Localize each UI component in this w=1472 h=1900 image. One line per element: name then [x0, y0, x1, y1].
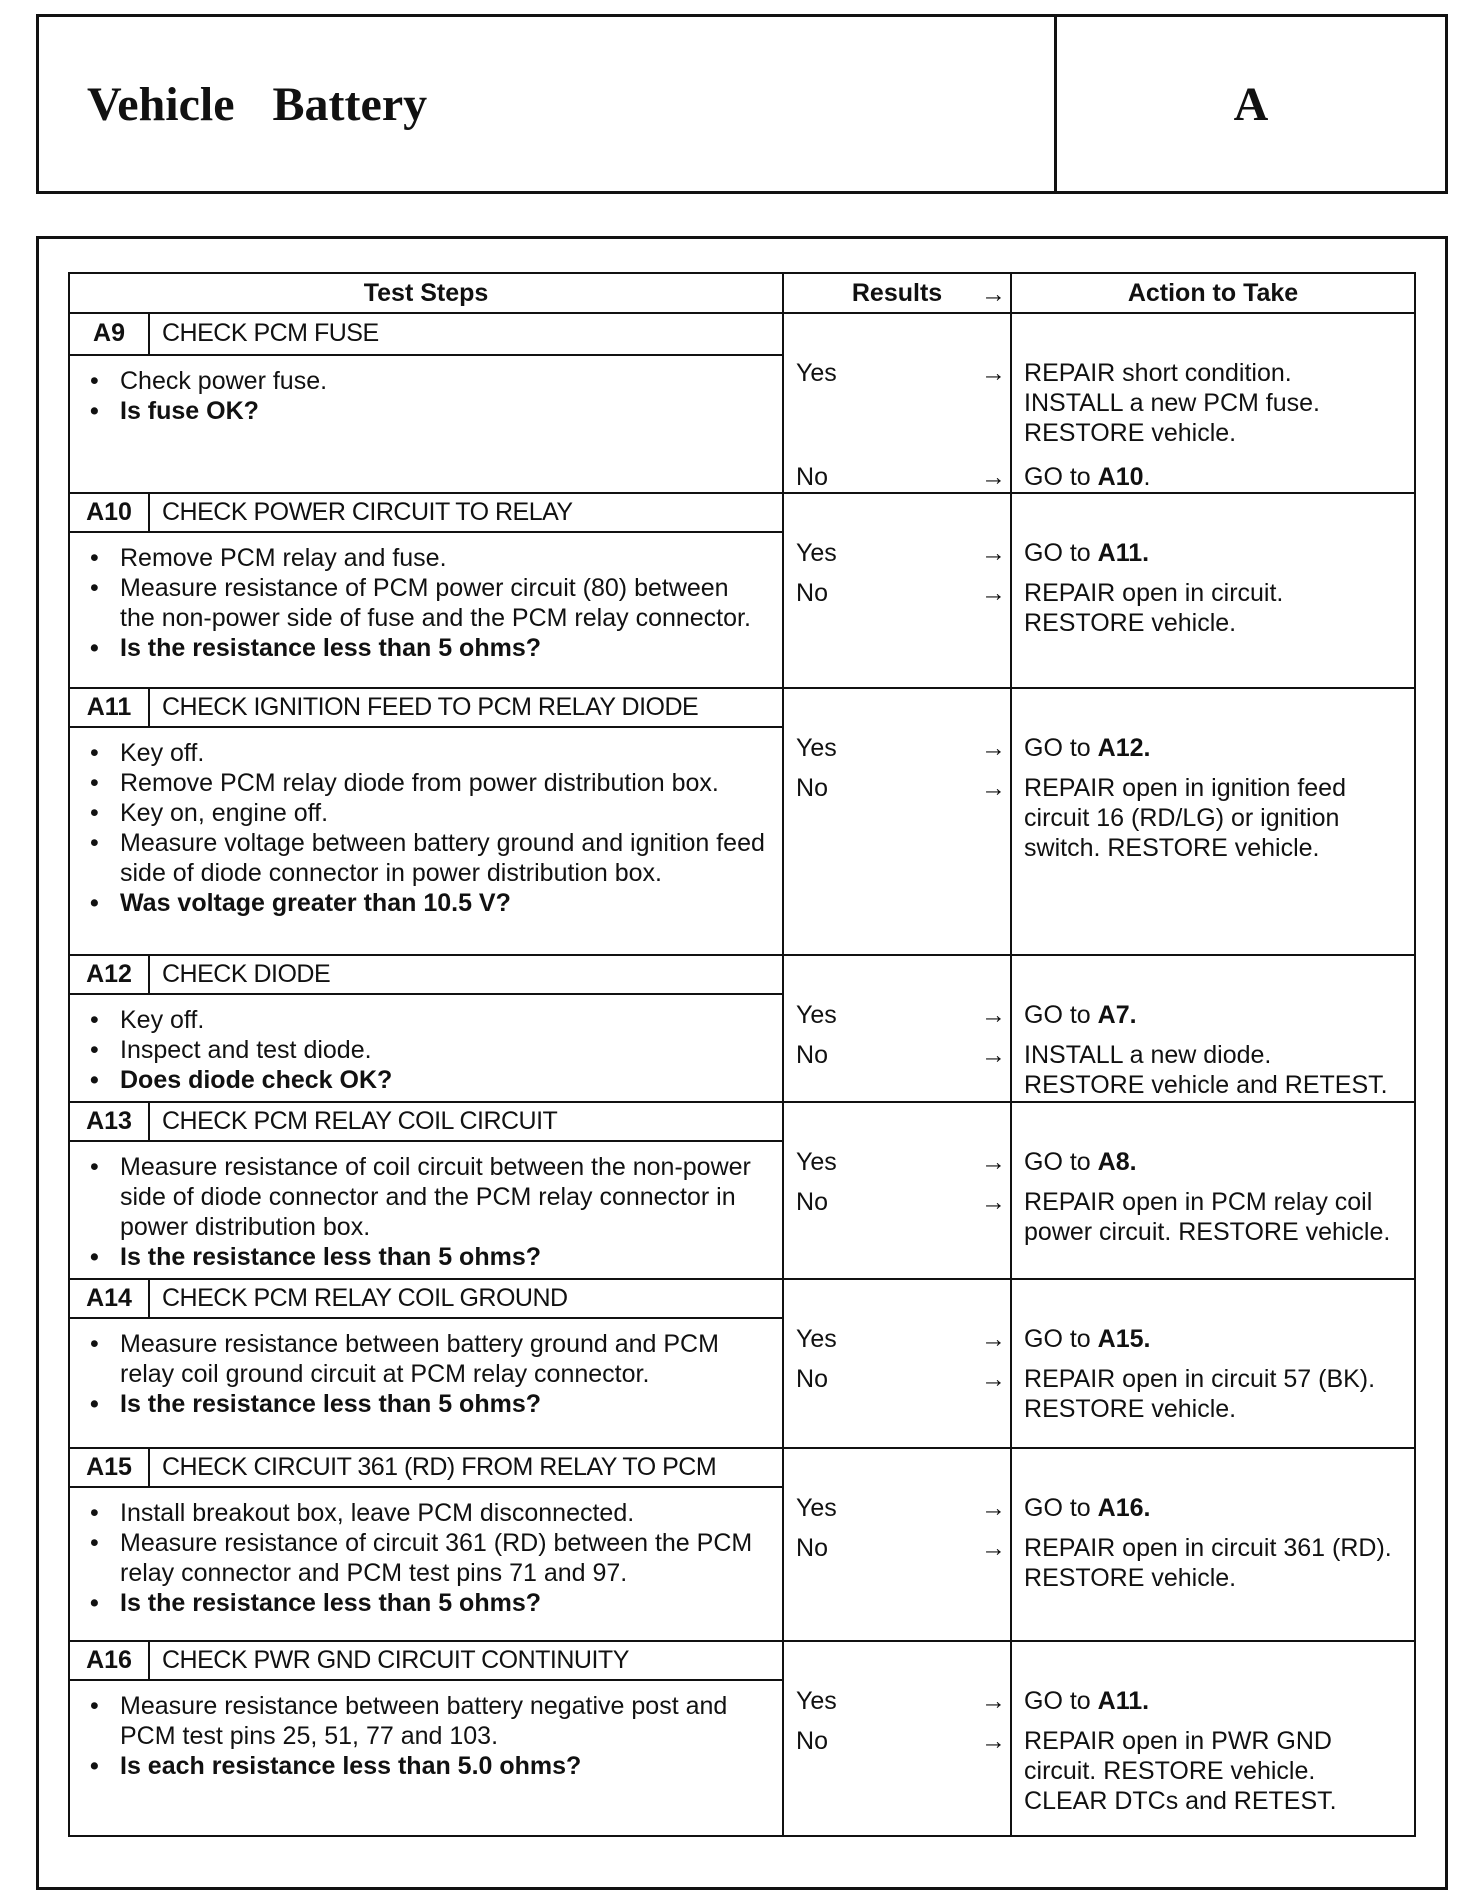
step-id: A15	[69, 1448, 149, 1487]
result-no	[784, 1040, 1010, 1070]
result-yes-label: Yes	[796, 1687, 837, 1715]
table-header-row	[69, 273, 1415, 313]
result-yes	[784, 358, 1010, 388]
step-title: CHECK DIODE	[149, 955, 783, 994]
result-no-label: No	[796, 1365, 828, 1393]
step-instructions	[69, 355, 783, 493]
step-instructions	[69, 1318, 783, 1448]
step-id: A16	[69, 1641, 149, 1680]
result-yes-label: Yes	[796, 1325, 837, 1353]
col-header-test-steps: Test Steps	[69, 273, 783, 313]
step-question: • Is each resistance less than 5.0 ohms?	[90, 1751, 770, 1781]
step-title: CHECK CIRCUIT 361 (RD) FROM RELAY TO PCM	[149, 1448, 783, 1487]
step-instructions	[69, 1487, 783, 1641]
step-title-row	[69, 1448, 1415, 1487]
arrow-icon: →	[981, 734, 1007, 762]
result-no-label: No	[796, 463, 828, 491]
action-cell	[1011, 313, 1415, 493]
action-yes-prefix: GO to	[1024, 1494, 1091, 1522]
step-instructions	[69, 727, 783, 955]
step-instruction: • Remove PCM relay diode from power distribution box.	[90, 768, 770, 798]
action-yes-target: A8.	[1097, 1148, 1137, 1176]
action-yes-prefix: GO to	[1024, 1687, 1091, 1715]
step-question: • Is the resistance less than 5 ohms?	[90, 1389, 770, 1419]
bullet-list	[70, 1329, 770, 1419]
results-cell	[783, 688, 1011, 955]
result-yes	[784, 1686, 1010, 1716]
result-no	[784, 1726, 1010, 1756]
bullet-list	[70, 1691, 770, 1781]
action-no-line: RESTORE vehicle and RETEST.	[1024, 1071, 1388, 1099]
results-cell	[783, 1641, 1011, 1836]
step-instruction: • Measure resistance of circuit 361 (RD) between the PCM relay connector and PCM test pins 71 and 97.	[90, 1528, 770, 1588]
results-cell	[783, 955, 1011, 1102]
action-cell	[1011, 688, 1415, 955]
result-yes	[784, 1147, 1010, 1177]
action-yes	[1024, 538, 1406, 568]
result-no	[784, 462, 1010, 492]
action-yes-target: A16.	[1097, 1494, 1151, 1522]
bullet-list	[70, 738, 770, 918]
results-cell	[783, 1279, 1011, 1448]
arrow-icon: →	[981, 1727, 1007, 1755]
arrow-icon: →	[981, 774, 1007, 802]
step-title: CHECK POWER CIRCUIT TO RELAY	[149, 493, 783, 532]
result-yes	[784, 1000, 1010, 1030]
action-no-line: REPAIR open in circuit 361 (RD). RESTORE vehicle.	[1024, 1534, 1392, 1592]
results-cell	[783, 1102, 1011, 1279]
bullet-list	[70, 366, 770, 426]
step-instruction: • Measure resistance between battery ground and PCM relay coil ground circuit at PCM relay connector.	[90, 1329, 770, 1389]
action-yes-prefix: GO to	[1024, 734, 1091, 762]
arrow-icon: →	[981, 579, 1007, 607]
action-yes-target: A11.	[1097, 1687, 1150, 1715]
action-cell	[1011, 1448, 1415, 1641]
step-title: CHECK PCM RELAY COIL CIRCUIT	[149, 1102, 783, 1141]
arrow-icon: →	[981, 463, 1007, 491]
result-no	[784, 1364, 1010, 1394]
action-yes-target: A11.	[1097, 539, 1150, 567]
action-no	[1024, 462, 1406, 492]
step-id: A9	[69, 313, 149, 355]
action-no-target: A10	[1097, 463, 1144, 491]
step-instruction: • Remove PCM relay and fuse.	[90, 543, 770, 573]
arrow-icon: →	[981, 1188, 1007, 1216]
action-yes-prefix: GO to	[1024, 1148, 1091, 1176]
step-instruction: • Inspect and test diode.	[90, 1035, 770, 1065]
step-question: • Does diode check OK?	[90, 1065, 770, 1095]
page-title: Vehicle Battery	[87, 78, 428, 131]
action-no-line: INSTALL a new diode.	[1024, 1041, 1272, 1069]
step-id: A11	[69, 688, 149, 727]
results-cell	[783, 313, 1011, 493]
step-instruction: • Measure voltage between battery ground and ignition feed side of diode connector in power distribution box.	[90, 828, 770, 888]
action-yes-line: RESTORE vehicle.	[1024, 419, 1237, 447]
step-instruction: • Install breakout box, leave PCM disconnected.	[90, 1498, 770, 1528]
section-letter: A	[1233, 78, 1269, 131]
bullet-list	[70, 1152, 770, 1272]
step-title-row	[69, 955, 1415, 994]
result-no-label: No	[796, 774, 828, 802]
action-yes-target: A15.	[1097, 1325, 1151, 1353]
action-yes	[1024, 1686, 1406, 1716]
arrow-icon: →	[981, 1365, 1007, 1393]
results-cell	[783, 493, 1011, 688]
action-yes-line: INSTALL a new PCM fuse.	[1024, 389, 1320, 417]
step-instruction: • Measure resistance between battery negative post and PCM test pins 25, 51, 77 and 103.	[90, 1691, 770, 1751]
step-title: CHECK IGNITION FEED TO PCM RELAY DIODE	[149, 688, 783, 727]
step-instructions	[69, 532, 783, 688]
action-no-prefix: GO to	[1024, 463, 1091, 491]
bullet-list	[70, 543, 770, 663]
result-no	[784, 1533, 1010, 1563]
action-yes	[1024, 733, 1406, 763]
action-yes-prefix: GO to	[1024, 1001, 1091, 1029]
arrow-icon: →	[981, 1148, 1007, 1176]
result-yes	[784, 1324, 1010, 1354]
results-cell	[783, 1448, 1011, 1641]
action-cell	[1011, 1641, 1415, 1836]
arrow-icon: →	[981, 1001, 1007, 1029]
step-id: A10	[69, 493, 149, 532]
action-cell	[1011, 1102, 1415, 1279]
action-cell	[1011, 1279, 1415, 1448]
result-no-label: No	[796, 579, 828, 607]
step-id: A13	[69, 1102, 149, 1141]
result-no	[784, 578, 1010, 608]
step-instructions	[69, 994, 783, 1102]
step-instruction: • Measure resistance of PCM power circuit (80) between the non-power side of fuse and the PCM relay connector.	[90, 573, 770, 633]
action-yes-prefix: GO to	[1024, 1325, 1091, 1353]
header-box	[36, 14, 1448, 194]
arrow-icon: →	[981, 1325, 1007, 1353]
result-yes	[784, 1493, 1010, 1523]
result-no-label: No	[796, 1534, 828, 1562]
result-yes-label: Yes	[796, 1148, 837, 1176]
step-question: • Is the resistance less than 5 ohms?	[90, 633, 770, 663]
result-no-label: No	[796, 1727, 828, 1755]
result-no-label: No	[796, 1188, 828, 1216]
step-title-row	[69, 1102, 1415, 1141]
step-title-row	[69, 1279, 1415, 1318]
action-no-line: REPAIR open in circuit 57 (BK).	[1024, 1365, 1376, 1393]
arrow-icon: →	[981, 539, 1007, 567]
step-instruction: • Key on, engine off.	[90, 798, 770, 828]
action-no-line: RESTORE vehicle.	[1024, 609, 1237, 637]
action-yes	[1024, 1493, 1406, 1523]
action-no-line: RESTORE vehicle.	[1024, 1395, 1237, 1423]
step-question: • Is fuse OK?	[90, 396, 770, 426]
action-no-line: REPAIR open in PCM relay coil power circuit. RESTORE vehicle.	[1024, 1188, 1391, 1246]
step-instructions	[69, 1680, 783, 1836]
step-question: • Was voltage greater than 10.5 V?	[90, 888, 770, 918]
arrow-icon: →	[981, 1534, 1007, 1562]
bullet-list	[70, 1005, 770, 1095]
action-yes-target: A12.	[1097, 734, 1151, 762]
step-title-row	[69, 688, 1415, 727]
result-no	[784, 1187, 1010, 1217]
result-yes-label: Yes	[796, 1494, 837, 1522]
col-header-action: Action to Take	[1011, 273, 1415, 313]
bullet-list	[70, 1498, 770, 1618]
step-question: • Is the resistance less than 5 ohms?	[90, 1588, 770, 1618]
step-instruction: • Key off.	[90, 738, 770, 768]
step-instruction: • Measure resistance of coil circuit between the non-power side of diode connector and the PCM relay connector in power distribution box.	[90, 1152, 770, 1242]
step-instruction: • Check power fuse.	[90, 366, 770, 396]
result-yes-label: Yes	[796, 359, 837, 387]
action-cell	[1011, 955, 1415, 1102]
action-no-suffix: .	[1143, 463, 1151, 491]
col-header-results	[783, 273, 1011, 313]
arrow-icon: →	[981, 1687, 1007, 1715]
action-no-line: REPAIR open in ignition feed circuit 16 (RD/LG) or ignition switch. RESTORE vehicle.	[1024, 774, 1346, 862]
arrow-icon: →	[981, 280, 1007, 308]
action-no-line: CLEAR DTCs and RETEST.	[1024, 1787, 1337, 1815]
step-instruction: • Key off.	[90, 1005, 770, 1035]
steps-body	[69, 313, 1415, 1836]
result-no	[784, 773, 1010, 803]
result-yes	[784, 538, 1010, 568]
result-yes-label: Yes	[796, 539, 837, 567]
action-no-line: REPAIR open in PWR GND circuit. RESTORE vehicle.	[1024, 1727, 1332, 1785]
step-title-row	[69, 493, 1415, 532]
step-title: CHECK PWR GND CIRCUIT CONTINUITY	[149, 1641, 783, 1680]
step-title-row	[69, 1641, 1415, 1680]
arrow-icon: →	[981, 359, 1007, 387]
step-title: CHECK PCM RELAY COIL GROUND	[149, 1279, 783, 1318]
action-yes	[1024, 1324, 1406, 1354]
arrow-icon: →	[981, 1041, 1007, 1069]
step-id: A12	[69, 955, 149, 994]
arrow-icon: →	[981, 1494, 1007, 1522]
step-instructions	[69, 1141, 783, 1279]
action-yes-target: A7.	[1097, 1001, 1137, 1029]
action-yes-line: REPAIR short condition.	[1024, 359, 1292, 387]
test-steps-table	[68, 272, 1416, 1837]
result-yes-label: Yes	[796, 734, 837, 762]
col-header-results-label: Results	[851, 278, 943, 307]
step-title: CHECK PCM FUSE	[149, 313, 783, 355]
action-yes-prefix: GO to	[1024, 539, 1091, 567]
step-title-row	[69, 313, 1415, 355]
step-question: • Is the resistance less than 5 ohms?	[90, 1242, 770, 1272]
result-no-label: No	[796, 1041, 828, 1069]
action-no-line: REPAIR open in circuit.	[1024, 579, 1284, 607]
result-yes	[784, 733, 1010, 763]
step-id: A14	[69, 1279, 149, 1318]
action-yes	[1024, 1147, 1406, 1177]
result-yes-label: Yes	[796, 1001, 837, 1029]
action-yes	[1024, 1000, 1406, 1030]
action-cell	[1011, 493, 1415, 688]
